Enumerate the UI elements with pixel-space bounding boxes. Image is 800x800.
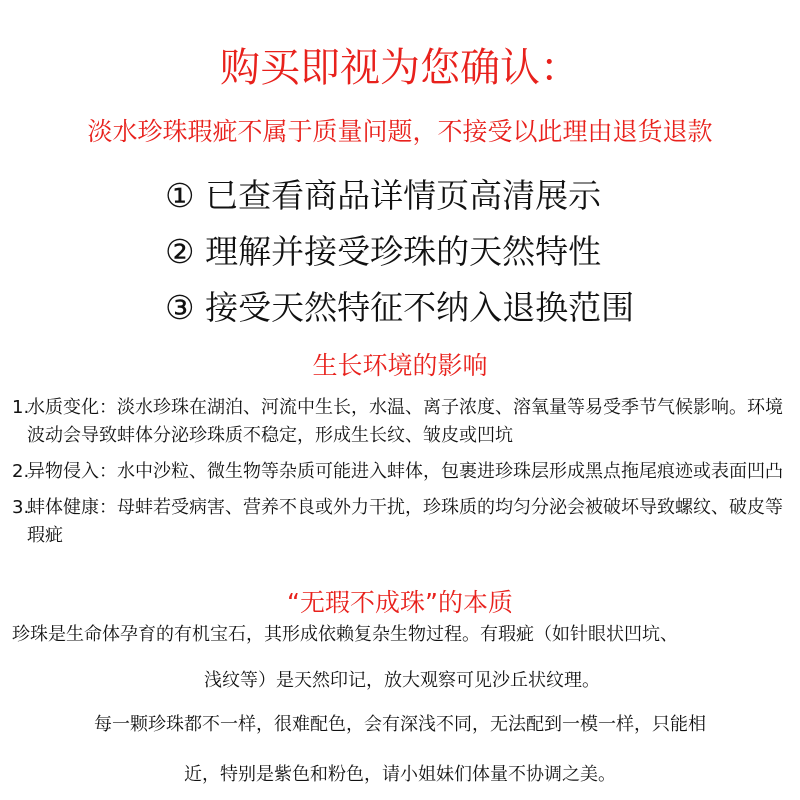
page-title: 购买即视为您确认： — [220, 45, 580, 91]
essence-paragraph — [12, 622, 792, 694]
factor-number: 2. — [12, 461, 30, 482]
closing-line: 近，特别是紫色和粉色，请小姐妹们体量不协调之美。 — [184, 764, 616, 785]
factor-text: 水质变化：淡水珍珠在湖泊、河流中生长，水温、离子浓度、溶氧量等易受季节气候影响。环境波动会导致蚌体分泌珍珠质不稳定，形成生长纹、皱皮或凹坑 — [27, 397, 783, 446]
confirmation-item: ③ 接受天然特征不纳入退换范围 — [165, 288, 635, 327]
closing-line: 每一颗珍珠都不一样，很难配色，会有深浅不同，无法配到一模一样，只能相 — [94, 714, 706, 735]
confirmation-list — [165, 168, 785, 336]
factor-number: 1. — [12, 397, 30, 418]
essence-line: 珍珠是生命体孕育的有机宝石，其形成依赖复杂生物过程。有瑕疵（如针眼状凹坑、 — [12, 624, 678, 645]
factor-item — [12, 494, 792, 550]
closing-paragraph — [0, 712, 800, 788]
factor-text: 蚌体健康：母蚌若受病害、营养不良或外力干扰，珍珠质的均匀分泌会被破坏导致螺纹、破皮等瑕疵 — [27, 497, 783, 546]
confirmation-item: ① 已查看商品详情页高清展示 — [165, 176, 602, 215]
essence-heading: “无瑕不成珠”的本质 — [287, 588, 513, 617]
confirmation-item: ② 理解并接受珍珠的天然特性 — [165, 232, 602, 271]
factor-item — [12, 394, 792, 450]
factor-item — [12, 458, 792, 486]
essence-line: 浅纹等）是天然印记，放大观察可见沙丘状纹理。 — [204, 670, 600, 691]
return-policy-warning: 淡水珍珠瑕疵不属于质量问题，不接受以此理由退货退款 — [87, 117, 713, 146]
environment-factor-list — [12, 394, 792, 558]
factor-number: 3. — [12, 497, 30, 518]
factor-text: 异物侵入：水中沙粒、微生物等杂质可能进入蚌体，包裹进珍珠层形成黑点拖尾痕迹或表面凹凸 — [27, 461, 783, 482]
environment-heading: 生长环境的影响 — [312, 351, 488, 380]
